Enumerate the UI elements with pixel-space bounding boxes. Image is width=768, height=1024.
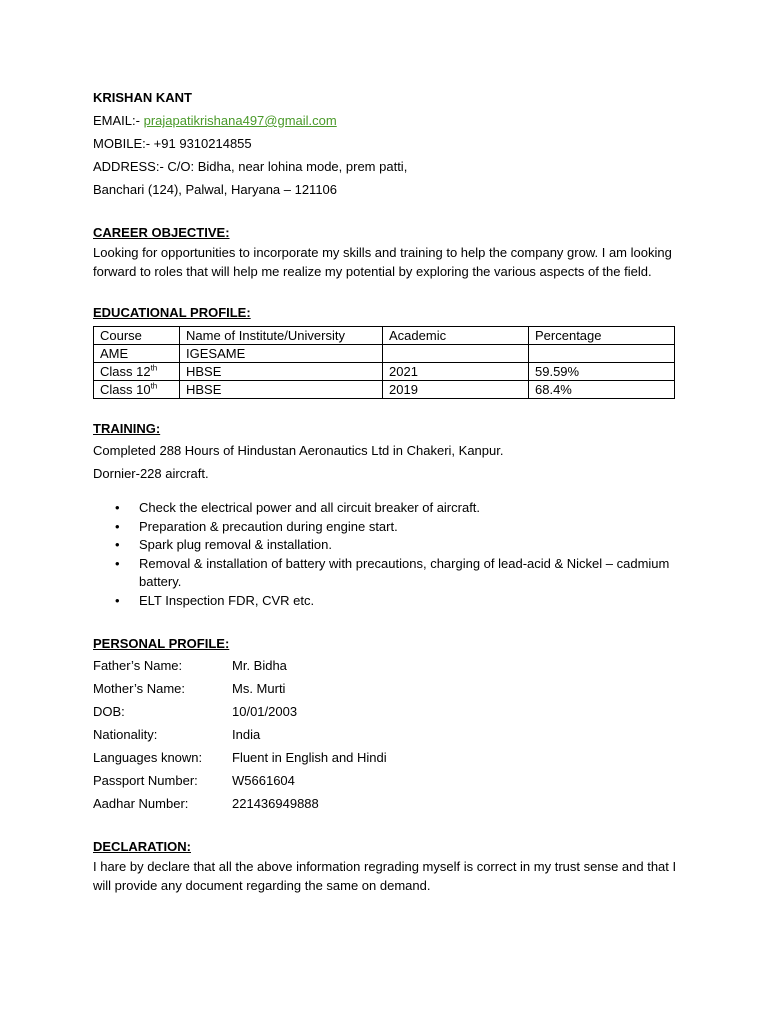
bullet-icon: • xyxy=(115,592,120,608)
percentage-cell: 68.4% xyxy=(529,381,675,399)
email-link[interactable]: prajapatikrishana497@gmail.com xyxy=(143,113,337,128)
education-row xyxy=(94,363,675,381)
list-item: • Spark plug removal & installation. xyxy=(139,536,683,555)
percentage-cell xyxy=(529,345,675,363)
personal-value: Mr. Bidha xyxy=(232,658,287,673)
career-objective-heading: CAREER OBJECTIVE: xyxy=(93,225,230,240)
personal-value: India xyxy=(232,727,261,742)
education-row xyxy=(94,345,675,363)
academic-cell xyxy=(383,345,529,363)
institute-cell: HBSE xyxy=(180,363,383,381)
personal-label: DOB: xyxy=(93,704,125,719)
course-cell: Class 10th xyxy=(94,381,180,399)
institute-cell: HBSE xyxy=(180,381,383,399)
personal-label: Passport Number: xyxy=(93,773,198,788)
career-objective-text: Looking for opportunities to incorporate my skills and training to help the company grow. I am looking forward to roles that will help me realize my potential by exploring the various aspects of the field. xyxy=(93,245,672,279)
education-table xyxy=(93,326,675,399)
personal-value: 10/01/2003 xyxy=(232,704,298,719)
education-row xyxy=(94,381,675,399)
list-item: • ELT Inspection FDR, CVR etc. xyxy=(139,592,683,611)
bullet-icon: • xyxy=(115,537,120,552)
course-cell: Class 12th xyxy=(94,363,180,381)
column-header: Name of Institute/University xyxy=(180,327,383,345)
personal-label: Mother’s Name: xyxy=(93,681,185,696)
personal-row xyxy=(93,654,683,677)
personal-row xyxy=(93,723,683,746)
column-header: Course xyxy=(94,327,180,345)
course-cell: AME xyxy=(94,345,180,363)
column-header: Percentage xyxy=(529,327,675,345)
column-header: Academic xyxy=(383,327,529,345)
personal-value: W5661604 xyxy=(232,773,295,788)
personal-label: Nationality: xyxy=(93,727,158,742)
personal-row xyxy=(93,746,683,769)
declaration-heading: DECLARATION: xyxy=(93,839,191,854)
declaration-text: I hare by declare that all the above information regrading myself is correct in my trust sense and that I will provide any document regarding the same on demand. xyxy=(93,859,677,893)
address-line-2: Banchari (124), Palwal, Haryana – 121106 xyxy=(93,182,338,197)
email-label: EMAIL:- xyxy=(93,113,140,128)
academic-cell: 2019 xyxy=(383,381,529,399)
personal-row xyxy=(93,677,683,700)
percentage-cell: 59.59% xyxy=(529,363,675,381)
personal-profile-heading: PERSONAL PROFILE: xyxy=(93,636,230,651)
personal-row xyxy=(93,792,683,815)
personal-value: Fluent in English and Hindi xyxy=(232,750,387,765)
bullet-icon: • xyxy=(115,500,120,515)
education-header-row xyxy=(94,327,675,345)
personal-row xyxy=(93,769,683,792)
list-item: • Preparation & precaution during engine start. xyxy=(139,518,683,537)
institute-cell: IGESAME xyxy=(180,345,383,363)
personal-value: Ms. Murti xyxy=(232,681,286,696)
resume-page xyxy=(93,86,683,895)
list-item: • Check the electrical power and all circuit breaker of aircraft. xyxy=(139,499,683,518)
bullet-icon: • xyxy=(115,555,120,571)
educational-profile-heading: EDUCATIONAL PROFILE: xyxy=(93,305,251,320)
mobile-line: MOBILE:- +91 9310214855 xyxy=(93,136,252,151)
personal-label: Aadhar Number: xyxy=(93,796,189,811)
training-line-1: Completed 288 Hours of Hindustan Aeronautics Ltd in Chakeri, Kanpur. xyxy=(93,443,504,458)
training-heading: TRAINING: xyxy=(93,421,161,436)
email-line xyxy=(93,109,683,132)
academic-cell: 2021 xyxy=(383,363,529,381)
training-line-2: Dornier-228 aircraft. xyxy=(93,466,209,481)
candidate-name: KRISHAN KANT xyxy=(93,90,192,105)
personal-value: 221436949888 xyxy=(232,796,319,811)
address-line-1: ADDRESS:- C/O: Bidha, near lohina mode, prem patti, xyxy=(93,159,408,174)
list-item: • Removal & installation of battery with precautions, charging of lead-acid & Nickel – cadmium battery. xyxy=(115,555,670,589)
personal-row xyxy=(93,700,683,723)
training-bullet-list xyxy=(93,499,683,610)
personal-label: Languages known: xyxy=(93,750,203,765)
personal-label: Father’s Name: xyxy=(93,658,183,673)
bullet-icon: • xyxy=(115,518,120,534)
